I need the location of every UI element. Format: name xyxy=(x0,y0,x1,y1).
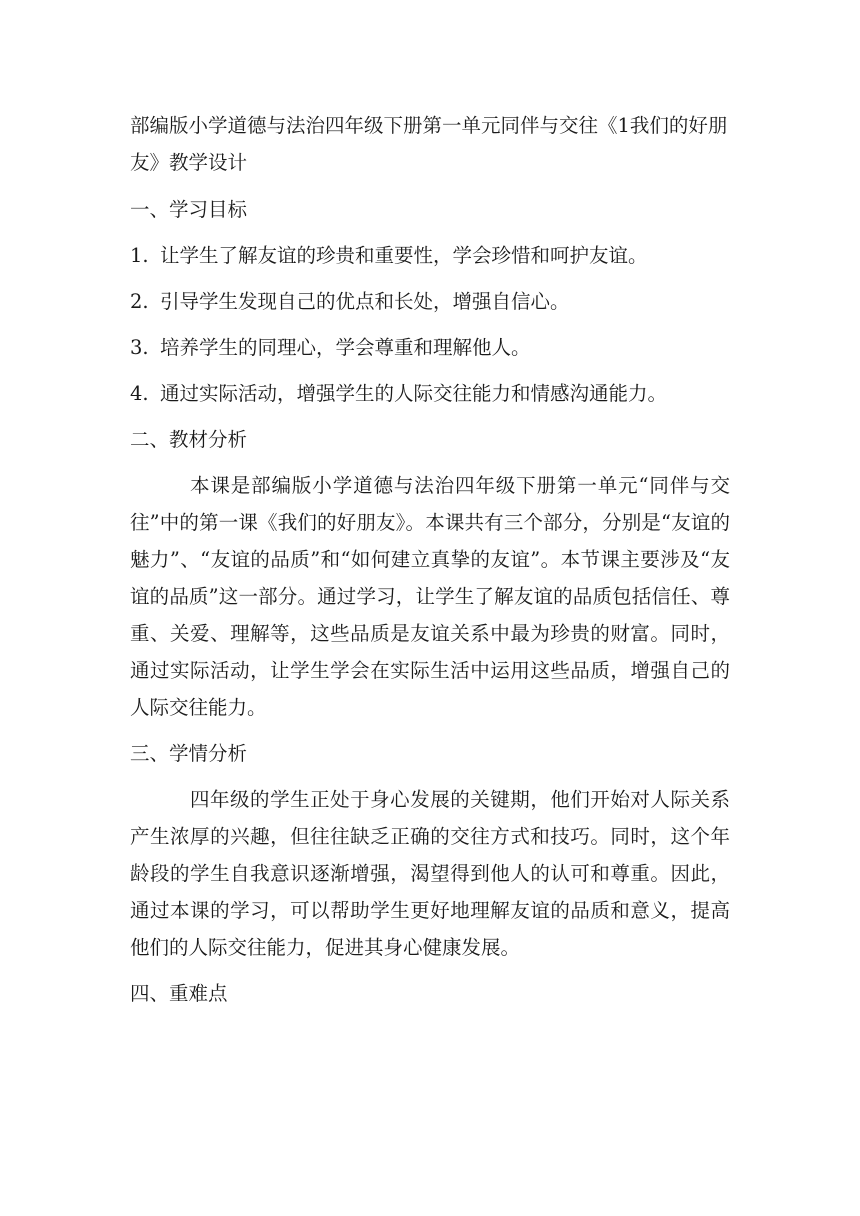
list-item xyxy=(130,237,730,274)
list-item-text: 引导学生发现自己的优点和长处，增强自信心。 xyxy=(160,290,570,313)
list-item-text: 让学生了解友谊的珍贵和重要性，学会珍惜和呵护友谊。 xyxy=(160,244,648,267)
section-heading-textbook-analysis: 二、教材分析 xyxy=(130,428,248,451)
document-body xyxy=(130,107,730,1021)
paragraph-textbook-analysis: 本课是部编版小学道德与法治四年级下册第一单元“同伴与交往”中的第一课《我们的好朋友》。本课共有三个部分，分别是“友谊的魅力”、“友谊的品质”和“如何建立真挚的友谊”。本节课主要涉及“友谊的品质”这一部分。通过学习，让学生了解友谊的品质包括信任、尊重、关爱、理解等，这些品质是友谊关系中最为珍贵的财富。同时，通过实际活动，让学生学会在实际生活中运用这些品质，增强自己的人际交往能力。 xyxy=(130,474,730,719)
section-heading-key-points: 四、重难点 xyxy=(130,982,228,1005)
list-item xyxy=(130,329,730,366)
document-title: 部编版小学道德与法治四年级下册第一单元同伴与交往《1我们的好朋友》教学设计 xyxy=(130,114,728,174)
paragraph-student-analysis: 四年级的学生正处于身心发展的关键期，他们开始对人际关系产生浓厚的兴趣，但往往缺乏正确的交往方式和技巧。同时，这个年龄段的学生自我意识逐渐增强，渴望得到他人的认可和尊重。因此，通过本课的学习，可以帮助学生更好地理解友谊的品质和意义，提高他们的人际交往能力，促进其身心健康发展。 xyxy=(130,788,730,959)
list-item-number: 1. xyxy=(130,244,149,267)
section-heading-student-analysis: 三、学情分析 xyxy=(130,742,248,765)
list-item xyxy=(130,375,730,412)
list-item-text: 通过实际活动，增强学生的人际交往能力和情感沟通能力。 xyxy=(160,382,668,405)
section-heading-objectives: 一、学习目标 xyxy=(130,198,248,221)
list-item xyxy=(130,283,730,320)
list-item-number: 3. xyxy=(130,336,149,359)
list-item-text: 培养学生的同理心，学会尊重和理解他人。 xyxy=(160,336,531,359)
list-item-number: 2. xyxy=(130,290,149,313)
list-item-number: 4. xyxy=(130,382,149,405)
